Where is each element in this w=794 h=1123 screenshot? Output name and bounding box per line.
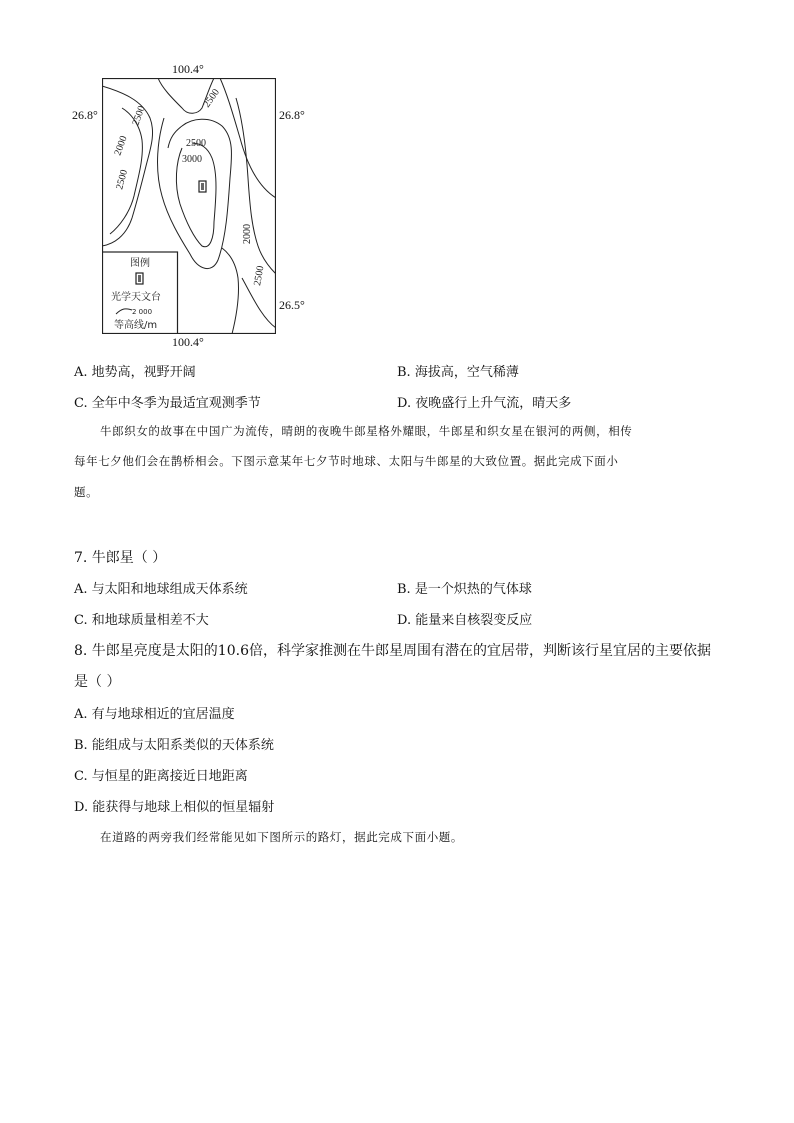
legend-observatory-label: 光学天文台 xyxy=(111,292,161,303)
map-left-latitude: 26.8° xyxy=(72,108,98,122)
observatory-marker-fill xyxy=(201,183,204,190)
q7-option-d: D. 能量来自核裂变反应 xyxy=(397,613,533,628)
contour-label: 2500 xyxy=(130,104,148,128)
passage-1-line-3: 题。 xyxy=(74,485,99,499)
q8-option-d: D. 能获得与地球上相似的恒星辐射 xyxy=(74,800,275,815)
passage-1-line-1: 牛郎织女的故事在中国广为流传，晴朗的夜晚牛郎星格外耀眼，牛郎星和织女星在银河的两侧，相传 xyxy=(100,424,633,438)
q6-option-c: C. 全年中冬季为最适宜观测季节 xyxy=(74,396,261,411)
map-top-longitude: 100.4° xyxy=(172,62,204,76)
q6-option-a: A. 地势高，视野开阔 xyxy=(74,365,196,380)
passage-2-line-1: 在道路的两旁我们经常能见如下图所示的路灯，据此完成下面小题。 xyxy=(100,830,463,844)
map-bottom-longitude: 100.4° xyxy=(172,335,204,349)
q7-option-b: B. 是一个炽热的气体球 xyxy=(397,582,532,597)
q8-option-a: A. 有与地球相近的宜居温度 xyxy=(74,707,235,722)
q6-option-d: D. 夜晚盛行上升气流，晴天多 xyxy=(397,396,572,411)
q7-option-c: C. 和地球质量相差不大 xyxy=(74,613,209,628)
q8-option-c: C. 与恒星的距离接近日地距离 xyxy=(74,769,248,784)
map-right-latitude-bottom: 26.5° xyxy=(279,298,305,312)
q7-option-a: A. 与太阳和地球组成天体系统 xyxy=(74,582,248,597)
contour-label: 2500 xyxy=(201,87,222,110)
passage-1-line-2: 每年七夕他们会在鹊桥相会。下图示意某年七夕节时地球、太阳与牛郎星的大致位置。据此完成下面小 xyxy=(74,454,619,468)
q6-option-b: B. 海拔高，空气稀薄 xyxy=(397,365,519,380)
contour-map-figure xyxy=(102,78,276,334)
contour-label: 2000 xyxy=(112,134,130,158)
q8-option-b: B. 能组成与太阳系类似的天体系统 xyxy=(74,738,274,753)
legend-title: 图例 xyxy=(130,258,150,269)
contour-label: 2000 xyxy=(242,224,253,244)
legend-contour-sample: 2 000 xyxy=(132,308,153,316)
legend-contour-label: 等高线/m xyxy=(114,320,158,331)
contour-label: 2500 xyxy=(186,138,206,149)
map-right-latitude-top: 26.8° xyxy=(279,108,305,122)
contour-label: 2500 xyxy=(252,264,267,287)
q8-stem-line-2: 是（ ） xyxy=(74,674,121,690)
contour-label: 2500 xyxy=(114,168,131,191)
q8-stem-line-1: 8. 牛郎星亮度是太阳的10.6倍，科学家推测在牛郎星周围有潜在的宜居带，判断该行星宜居的主要依据 xyxy=(74,643,711,659)
contour-label: 3000 xyxy=(182,154,202,165)
q7-stem: 7. 牛郎星（ ） xyxy=(74,550,167,566)
